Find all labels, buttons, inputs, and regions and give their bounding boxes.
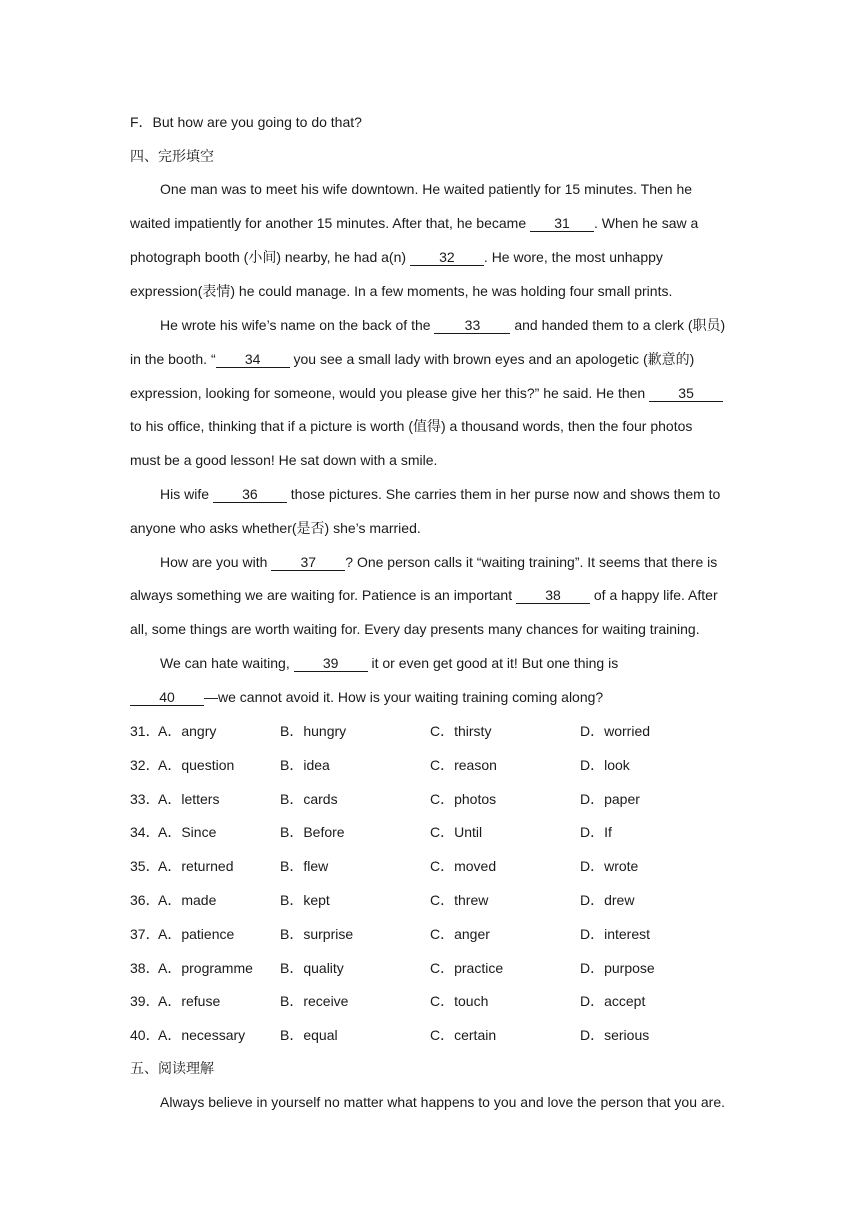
question-row — [130, 1025, 730, 1045]
option-c: C．practice — [430, 960, 504, 976]
option-b: B．cards — [280, 791, 338, 807]
option-a: A．question — [158, 757, 235, 773]
blank-38: 38 — [516, 587, 590, 604]
option-b: B．receive — [280, 993, 349, 1009]
question-number: 40． — [130, 1027, 160, 1043]
option-a: A．Since — [158, 824, 217, 840]
option-d: D．drew — [580, 892, 635, 908]
option-a: A．returned — [158, 858, 234, 874]
option-b: B．quality — [280, 960, 344, 976]
blank-36: 36 — [213, 486, 287, 503]
option-b: B．flew — [280, 858, 329, 874]
passage-line: One man was to meet his wife downtown. He waited patiently for 15 minutes. Then he — [160, 181, 693, 197]
question-row — [130, 924, 730, 944]
question-number: 39． — [130, 993, 160, 1009]
option-c: C．anger — [430, 926, 490, 942]
blank-39: 39 — [294, 655, 368, 672]
passage-line: How are you with 37 ? One person calls it “waiting training”. It seems that there is — [160, 554, 718, 570]
blank-37: 37 — [271, 554, 345, 571]
option-a: A．patience — [158, 926, 235, 942]
question-row — [130, 721, 730, 741]
passage-line: must be a good lesson! He sat down with a smile. — [130, 452, 438, 468]
option-c: C．touch — [430, 993, 489, 1009]
option-b: B．Before — [280, 824, 345, 840]
option-b: B．equal — [280, 1027, 338, 1043]
passage-line: anyone who asks whether(是否) she’s married. — [130, 520, 421, 536]
option-d: D．paper — [580, 791, 640, 807]
option-c: C．reason — [430, 757, 497, 773]
question-row — [130, 755, 730, 775]
question-number: 31． — [130, 723, 160, 739]
passage-line: all, some things are worth waiting for. Every day presents many chances for waiting training. — [130, 621, 700, 637]
question-row — [130, 822, 730, 842]
option-d: D．worried — [580, 723, 651, 739]
option-a: A．letters — [158, 791, 220, 807]
option-c: C．thirsty — [430, 723, 492, 739]
blank-32: 32 — [410, 249, 484, 266]
question-row — [130, 856, 730, 876]
option-d: D．serious — [580, 1027, 650, 1043]
option-a: A．programme — [158, 960, 253, 976]
option-c: C．Until — [430, 824, 483, 840]
passage-line: waited impatiently for another 15 minutes. After that, he became 31 . When he saw a — [130, 215, 699, 231]
passage-line: 40 —we cannot avoid it. How is your waiting training coming along? — [130, 687, 603, 707]
option-b: B．surprise — [280, 926, 354, 942]
passage-line: photograph booth (小间) nearby, he had a(n) 32 . He wore, the most unhappy — [130, 249, 663, 265]
blank-35: 35 — [649, 385, 723, 402]
question-number: 38． — [130, 960, 160, 976]
blank-40: 40 — [130, 689, 204, 706]
option-f-line: F．But how are you going to do that? — [130, 114, 362, 130]
question-row — [130, 789, 730, 809]
passage-line: expression(表情) he could manage. In a few moments, he was holding four small prints. — [130, 283, 673, 299]
section-heading-cloze: 四、完形填空 — [130, 148, 214, 164]
question-number: 35． — [130, 858, 160, 874]
option-d: D．If — [580, 824, 612, 840]
option-a: A．angry — [158, 723, 217, 739]
passage-line: He wrote his wife’s name on the back of the 33 and handed them to a clerk (职员) — [160, 317, 726, 333]
section-heading-reading: 五、阅读理解 — [130, 1060, 214, 1076]
option-d: D．purpose — [580, 960, 655, 976]
reading-first-line: Always believe in yourself no matter what happens to you and love the person that you are. — [160, 1094, 726, 1110]
passage-line: His wife 36 those pictures. She carries them in her purse now and shows them to — [160, 486, 721, 502]
passage-line: We can hate waiting, 39 it or even get good at it! But one thing is — [160, 655, 619, 671]
option-d: D．interest — [580, 926, 651, 942]
option-b: B．hungry — [280, 723, 347, 739]
blank-34: 34 — [216, 351, 290, 368]
passage-line: expression, looking for someone, would you please give her this?” he said. He then 35 — [130, 383, 723, 403]
option-d: D．look — [580, 757, 630, 773]
question-number: 32． — [130, 757, 160, 773]
blank-33: 33 — [434, 317, 510, 334]
question-row — [130, 890, 730, 910]
blank-31: 31 — [530, 215, 594, 232]
passage-line: to his office, thinking that if a picture is worth (值得) a thousand words, then the four photos — [130, 418, 693, 434]
option-a: A．made — [158, 892, 217, 908]
passage-line: in the booth. “ 34 you see a small lady with brown eyes and an apologetic (歉意的) — [130, 351, 695, 367]
question-number: 34． — [130, 824, 160, 840]
option-a: A．necessary — [158, 1027, 246, 1043]
option-d: D．accept — [580, 993, 646, 1009]
option-d: D．wrote — [580, 858, 639, 874]
option-c: C．threw — [430, 892, 489, 908]
option-b: B．kept — [280, 892, 330, 908]
question-row — [130, 991, 730, 1011]
passage-line: always something we are waiting for. Patience is an important 38 of a happy life. After — [130, 587, 718, 603]
option-c: C．moved — [430, 858, 497, 874]
option-c: C．certain — [430, 1027, 497, 1043]
option-c: C．photos — [430, 791, 497, 807]
question-row — [130, 958, 730, 978]
question-number: 36． — [130, 892, 160, 908]
question-number: 33． — [130, 791, 160, 807]
question-number: 37． — [130, 926, 160, 942]
option-a: A．refuse — [158, 993, 221, 1009]
option-b: B．idea — [280, 757, 330, 773]
